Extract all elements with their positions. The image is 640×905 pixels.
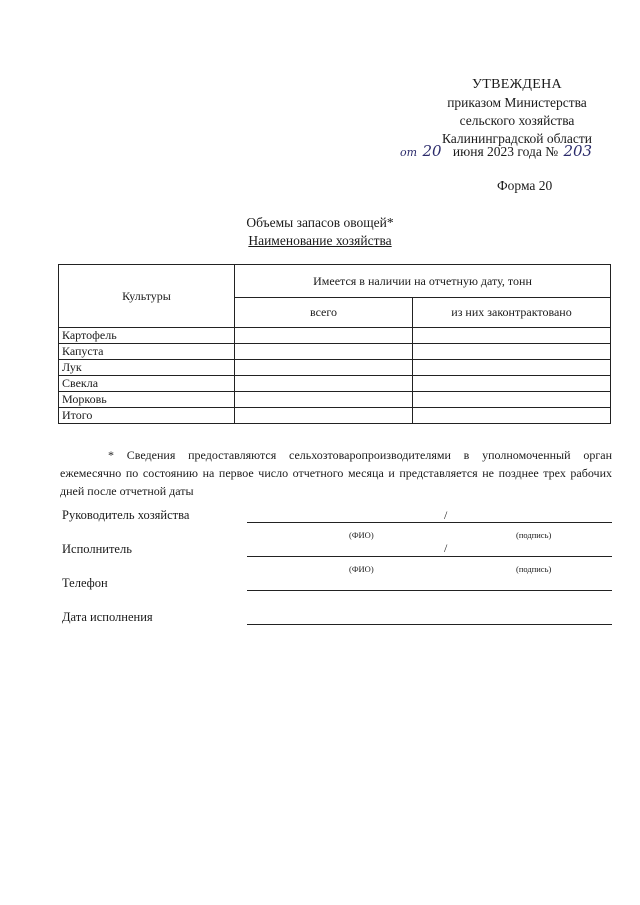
footnote — [60, 446, 612, 500]
row-label: Лук — [59, 360, 235, 376]
table-row-total — [59, 408, 611, 424]
executor-caption-name: (ФИО) — [349, 564, 374, 574]
head-caption-name: (ФИО) — [349, 530, 374, 540]
stock-table — [58, 264, 611, 424]
date-label: Дата исполнения — [62, 610, 153, 624]
cell-total[interactable] — [235, 360, 413, 376]
approval-date-text: июня 2023 года № — [452, 144, 559, 159]
executor-caption-signature: (подпись) — [516, 564, 552, 574]
cell-total[interactable] — [235, 408, 413, 424]
approval-block — [392, 76, 640, 148]
cell-contracted[interactable] — [413, 376, 611, 392]
phone-line[interactable] — [247, 590, 612, 591]
executor-signature-line[interactable] — [247, 556, 612, 557]
cell-total[interactable] — [235, 392, 413, 408]
head-signature-line[interactable] — [247, 522, 612, 523]
footnote-text: * Сведения предоставляются сельхозтоваропроизводителями в уполномоченный орган ежемесячно по состоянию на первое число отчетного месяца и представляется не позднее трех рабочих дней после отчетной даты — [60, 448, 612, 498]
head-slash: / — [444, 508, 448, 522]
approval-date-line — [400, 142, 640, 160]
form-number: Форма 20 — [497, 178, 553, 193]
executor-slash: / — [444, 541, 448, 555]
document-title: Объемы запасов овощей* — [246, 215, 394, 230]
document-heading — [0, 214, 640, 250]
date-line[interactable] — [247, 624, 612, 625]
cell-contracted[interactable] — [413, 360, 611, 376]
table-row — [59, 392, 611, 408]
cell-contracted[interactable] — [413, 344, 611, 360]
executor-label: Исполнитель — [62, 542, 132, 556]
table-header-row — [59, 265, 611, 298]
cell-contracted[interactable] — [413, 408, 611, 424]
header-contracted: из них законтрактовано — [413, 298, 611, 328]
approval-title: УТВЕЖДЕНА — [472, 77, 562, 92]
header-available: Имеется в наличии на отчетную дату, тонн — [235, 265, 611, 298]
cell-total[interactable] — [235, 328, 413, 344]
cell-contracted[interactable] — [413, 392, 611, 408]
table-row — [59, 344, 611, 360]
approval-line-1: приказом Министерства — [447, 95, 587, 110]
header-total: всего — [235, 298, 413, 328]
row-label: Картофель — [59, 328, 235, 344]
approval-line-3: Калининградской области — [441, 131, 593, 146]
cell-total[interactable] — [235, 376, 413, 392]
header-crops: Культуры — [59, 265, 235, 328]
table-row — [59, 328, 611, 344]
handwritten-day: 20 — [422, 142, 442, 160]
cell-contracted[interactable] — [413, 328, 611, 344]
handwritten-date-prefix: от — [400, 146, 418, 159]
phone-label: Телефон — [62, 576, 108, 590]
row-label: Морковь — [59, 392, 235, 408]
cell-total[interactable] — [235, 344, 413, 360]
table-row — [59, 376, 611, 392]
document-subtitle: Наименование хозяйства — [248, 233, 392, 248]
handwritten-order-number: 203 — [563, 142, 593, 160]
head-caption-signature: (подпись) — [516, 530, 552, 540]
row-label: Капуста — [59, 344, 235, 360]
row-label: Свекла — [59, 376, 235, 392]
approval-line-2: сельского хозяйства — [459, 113, 575, 128]
table-row — [59, 360, 611, 376]
head-label: Руководитель хозяйства — [62, 508, 190, 522]
row-label: Итого — [59, 408, 235, 424]
